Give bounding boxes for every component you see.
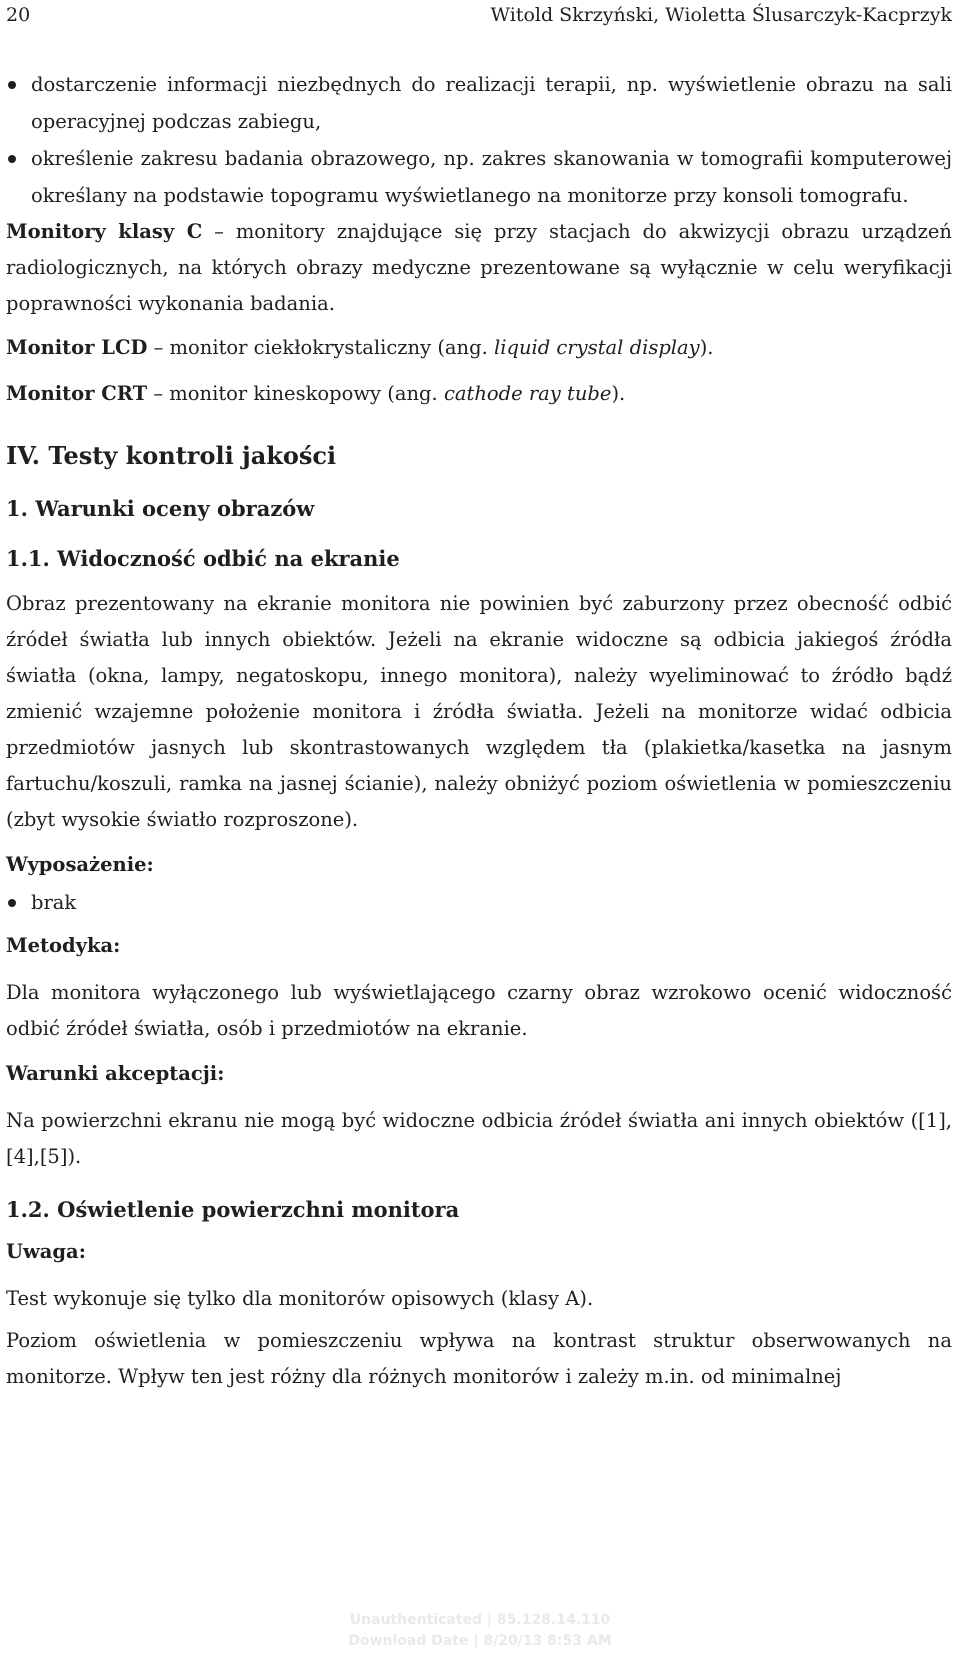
list-item: [6, 884, 952, 921]
definition-text: – monitor kineskopowy (ang.: [147, 382, 444, 405]
paragraph-lighting: Poziom oświetlenia w pomieszczeniu wpływa na kontrast struktur obserwowanych na monitorze. Wpływ ten jest różny dla różnych monitorów i zależy m.in. od minimalnej: [6, 1329, 952, 1388]
definition-term: Monitor LCD: [6, 336, 148, 359]
bullet-icon: [8, 155, 16, 163]
note-text: Test wykonuje się tylko dla monitorów opisowych (klasy A).: [6, 1287, 594, 1310]
definition-text: – monitor ciekłokrystaliczny (ang.: [147, 336, 494, 359]
watermark-line-1: Unauthenticated | 85.128.14.110: [349, 1612, 611, 1628]
definition-crt: [6, 376, 952, 412]
paragraph-reflections: Obraz prezentowany na ekranie monitora nie powinien być zaburzony przez obecność odbić źródeł światła lub innych obiektów. Jeżeli na ekranie widoczne są odbicia jakiegoś źródła światła (okna, lampy, negatoskopu, innego monitora), należy wyeliminować to źródło bądź zmienić wzajemne położenie monitora i źródła światła. Jeżeli na monitorze widać odbicia przedmiotów jasnych lub skontrastowanych względem tła (plakietka/kasetka na jasnym fartuchu/koszuli, ramka na jasnej ścianie), należy obniżyć poziom oświetlenia w pomieszczeniu (zbyt wysokie światło rozproszone).: [6, 592, 952, 831]
subsection-title: 1. Warunki oceny obrazów: [6, 496, 315, 521]
bullet-icon: [8, 81, 16, 89]
running-header: [6, 4, 952, 30]
header-authors: Witold Skrzyński, Wioletta Ślusarczyk-Kacprzyk: [490, 4, 952, 26]
list-item-text: dostarczenie informacji niezbędnych do realizacji terapii, np. wyświetlenie obrazu na sali operacyjnej podczas zabiegu,: [31, 73, 952, 133]
acceptance-text: Na powierzchni ekranu nie mogą być widoczne odbicia źródeł światła ani innych obiektów ([1], [4],[5]).: [6, 1109, 952, 1168]
subsubsection-title: 1.1. Widoczność odbić na ekranie: [6, 546, 400, 571]
list-item-text: określenie zakresu badania obrazowego, np. zakres skanowania w tomografii komputerowej określany na podstawie topogramu wyświetlanego na monitorze przy konsoli tomografu.: [31, 147, 952, 207]
definition-term: Monitory klasy C: [6, 220, 203, 243]
equipment-label: Wyposażenie:: [6, 853, 154, 876]
section-title: IV. Testy kontroli jakości: [6, 441, 337, 470]
note-label: Uwaga:: [6, 1240, 86, 1263]
method-label: Metodyka:: [6, 934, 121, 957]
definition-text-end: ).: [611, 382, 626, 405]
list-item: [6, 66, 952, 140]
definition-text-end: ).: [699, 336, 714, 359]
definition-english: liquid crystal display: [494, 336, 700, 359]
list-item-text: brak: [31, 891, 77, 914]
method-text: Dla monitora wyłączonego lub wyświetlającego czarny obraz wzrokowo ocenić widoczność odbić źródeł światła, osób i przedmiotów na ekranie.: [6, 981, 952, 1040]
definition-text: – monitory znajdujące się przy stacjach do akwizycji obrazu urządzeń radiologicznych, na których obrazy medyczne prezentowane są wyłącznie w celu weryfikacji poprawności wykonania badania.: [6, 220, 952, 315]
watermark-line-2: Download Date | 8/20/13 8:53 AM: [348, 1633, 612, 1649]
definition-english: cathode ray tube: [443, 382, 612, 405]
page-body: [6, 66, 952, 1395]
list-item: [6, 140, 952, 214]
acceptance-label: Warunki akceptacji:: [6, 1062, 225, 1085]
definition-class-c: [6, 214, 952, 322]
bullet-icon: [8, 899, 16, 907]
definition-lcd: [6, 330, 952, 366]
subsubsection-title: 1.2. Oświetlenie powierzchni monitora: [6, 1197, 460, 1222]
page-number: 20: [6, 4, 31, 26]
definition-term: Monitor CRT: [6, 382, 148, 405]
